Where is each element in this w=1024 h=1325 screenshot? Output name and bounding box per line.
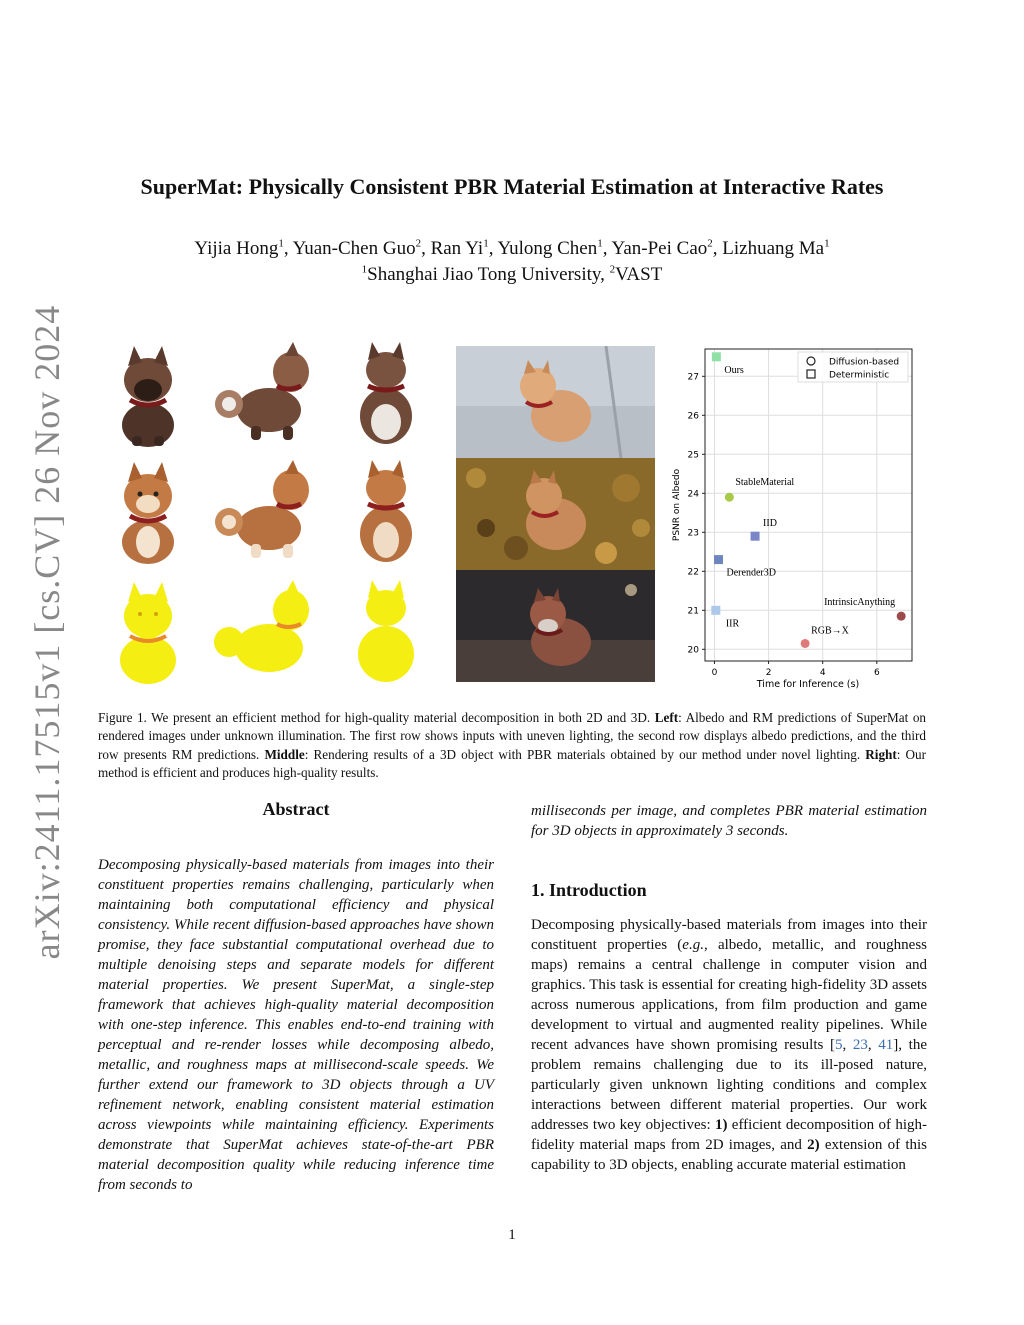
author-affiliation-mark: 2 <box>707 237 713 250</box>
data-point-square <box>751 532 760 541</box>
introduction-heading: 1. Introduction <box>531 880 647 900</box>
y-tick-label: 25 <box>687 450 699 461</box>
data-point-label: Ours <box>724 364 744 376</box>
intro-text: , albedo, metallic, and roughness maps) remains a central challenge in computer vision and graphics. This task is essential for creating high-fidelity 3D assets across numerous applications, from film production and game development to virtual and augmented reality pipelines. While recent advances have shown promising results [ <box>531 937 927 1053</box>
author-name: Yijia Hong <box>194 238 279 259</box>
legend-label: Deterministic <box>829 370 890 381</box>
data-point-label: Derender3D <box>726 567 776 579</box>
author-list: Yijia Hong$^1$, Yuan-Chen Guo$^2$, Ran Yi$^1$, Yulong Chen$^1$, Yan-Pei Cao$^2$, Lizhuang Ma$^1$ <box>194 237 830 259</box>
author-affiliation-mark: 1 <box>483 237 489 250</box>
data-point-circle <box>725 493 734 502</box>
abstract-body: Decomposing physically-based materials from images into their constituent properties remains challenging, particularly when maintaining both computational efficiency and physical consistency. While recent diffusion-based approaches have shown promise, they face substantial computational overhead due to multiple denoising steps and separate models for different material properties. We present SuperMat, a single-step framework that achieves high-quality material decomposition with one-step inference. This enables end-to-end training with perceptual and re-render losses while decomposing albedo, metallic, and roughness maps at millisecond-scale speeds. We further extend our framework to 3D objects through a UV refinement network, enabling consistent material estimation across viewpoints while maintaining efficiency. Experiments demonstrate that SuperMat achieves state-of-the-art PBR material decomposition quality while reducing inference time from seconds to <box>98 857 494 1193</box>
affiliation-name: VAST <box>615 264 663 285</box>
author-name: Ran Yi <box>430 238 484 259</box>
data-point-label: StableMaterial <box>735 477 795 489</box>
rm-dog-front-image <box>92 578 204 688</box>
intro-eg: e.g. <box>682 937 704 953</box>
x-tick-label: 6 <box>873 668 880 678</box>
rm-dog-side-image <box>207 578 319 688</box>
author-affiliation-mark: 1 <box>278 237 284 250</box>
rm-dog-back-image <box>330 578 442 688</box>
data-point-label: IID <box>763 518 777 530</box>
arxiv-side-stamp: arXiv:2411.17515v1 [cs.CV] 26 Nov 2024 <box>27 304 67 960</box>
caption-middle-heading: Middle <box>264 746 305 762</box>
objective-marker: 1) <box>714 1117 728 1133</box>
render-novel-lighting-photo-2 <box>456 458 655 570</box>
chart-grid <box>705 349 912 661</box>
y-tick-label: 24 <box>687 489 699 500</box>
albedo-dog-side-image <box>207 458 319 568</box>
inference-time-vs-psnr-chart <box>665 345 925 690</box>
y-tick-label: 26 <box>687 411 699 422</box>
abstract-heading: Abstract <box>262 799 330 819</box>
author-name: Yuan-Chen Guo <box>292 238 416 259</box>
x-tick-label: 0 <box>711 668 718 678</box>
x-tick-label: 2 <box>765 668 772 678</box>
input-dog-side-image <box>207 340 319 450</box>
chart-ticks <box>688 372 880 678</box>
caption-right-text: : Our method is efficient and produces high-quality results. <box>98 746 927 781</box>
author-name: Yulong Chen <box>497 238 598 259</box>
input-dog-front-image <box>92 340 204 450</box>
abstract-continuation: milliseconds per image, and completes PBR material estimation for 3D objects in approximately 3 seconds. <box>531 803 927 839</box>
data-point-square <box>711 606 720 615</box>
introduction-body: Decomposing physically-based materials from images into their constituent properties (e.g., albedo, metallic, and roughness maps) remains a central challenge in computer vision and graphics. This task is essential for creating high-fidelity 3D assets across numerous applications, from film production and game development to virtual and augmented reality pipelines. While recent advances have shown promising results [5, 23, 41], the problem remains challenging due to its ill-posed nature, particularly given unknown lighting conditions and complex interactions between different material properties. Our work addresses two key objectives: 1) efficient decomposition of high-fidelity material maps from 2D images, and 2) extension of this capability to 3D objects, enabling accurate material estimation <box>531 917 927 1173</box>
caption-right-heading: Right <box>865 746 897 762</box>
albedo-dog-back-image <box>330 458 442 568</box>
affiliation-name: Shanghai Jiao Tong University <box>367 264 601 285</box>
caption-middle-text: : Rendering results of a 3D object with PBR materials obtained by our method under novel lighting. <box>304 746 861 762</box>
page-number: 1 <box>508 1227 516 1243</box>
author-name: Lizhuang Ma <box>722 238 825 259</box>
caption-left-text: : Albedo and RM predictions of SuperMat on rendered images under unknown illumination. The first row shows inputs with uneven lighting, the second row displays albedo predictions, and the third row presents RM predictions. <box>98 710 927 762</box>
citation-link[interactable]: 23 <box>852 1037 868 1053</box>
data-point-circle <box>897 612 906 621</box>
data-point-label: RGB→X <box>811 625 849 637</box>
author-affiliation-mark: 2 <box>415 237 422 250</box>
legend-label: Diffusion-based <box>829 357 900 368</box>
albedo-dog-front-image <box>92 458 204 568</box>
affiliation-number: 1 <box>361 263 368 276</box>
author-name: Yan-Pei Cao <box>611 238 708 259</box>
y-tick-label: 20 <box>687 645 699 656</box>
y-tick-label: 22 <box>687 567 699 578</box>
caption-intro: We present an efficient method for high-quality material decomposition in both 2D and 3D. <box>151 710 651 725</box>
objective-marker: 2) <box>807 1137 820 1153</box>
render-novel-lighting-photo-1 <box>456 346 655 458</box>
intro-text: Decomposing physically-based materials from images into their constituent properties ( <box>531 917 927 953</box>
input-dog-back-image <box>330 340 442 450</box>
y-axis-label: PSNR on Albedo <box>672 468 682 542</box>
caption-left-heading: Left <box>654 710 679 725</box>
x-tick-label: 4 <box>819 668 826 678</box>
data-point-label: IIR <box>725 618 740 630</box>
figure-caption <box>98 709 926 783</box>
affiliation-number: 2 <box>609 263 616 276</box>
y-tick-label: 27 <box>687 372 699 383</box>
y-tick-label: 21 <box>687 606 699 617</box>
data-point-square <box>712 352 721 361</box>
intro-text: extension of this capability to 3D objects, enabling accurate material estimation <box>531 1137 927 1173</box>
data-point-circle <box>801 639 810 648</box>
affiliation-list: $^1$Shanghai Jiao Tong University, $^2$VAST <box>361 263 663 285</box>
x-axis-label: Time for Inference (s) <box>756 679 860 690</box>
citation-link[interactable]: 5 <box>834 1037 843 1053</box>
render-novel-lighting-photo-3 <box>456 570 655 682</box>
author-affiliation-mark: 1 <box>597 237 603 250</box>
chart-legend <box>798 352 908 382</box>
intro-text: efficient decomposition of high-fidelity material maps from 2D images, and <box>531 1117 927 1153</box>
y-tick-label: 23 <box>687 528 699 539</box>
author-affiliation-mark: 1 <box>824 237 830 250</box>
data-point-square <box>714 555 723 564</box>
data-point-label: IntrinsicAnything <box>824 597 896 609</box>
caption-label: Figure 1. <box>98 710 147 725</box>
paper-title: SuperMat: Physically Consistent PBR Material Estimation at Interactive Rates <box>140 174 884 199</box>
citation-link[interactable]: 41 <box>878 1037 894 1053</box>
intro-text: ], the problem remains challenging due to its ill-posed nature, particularly given unknown lighting conditions and complex interactions between different material properties. Our work addresses two key objectives: <box>531 1037 927 1133</box>
plot-frame <box>705 349 912 661</box>
